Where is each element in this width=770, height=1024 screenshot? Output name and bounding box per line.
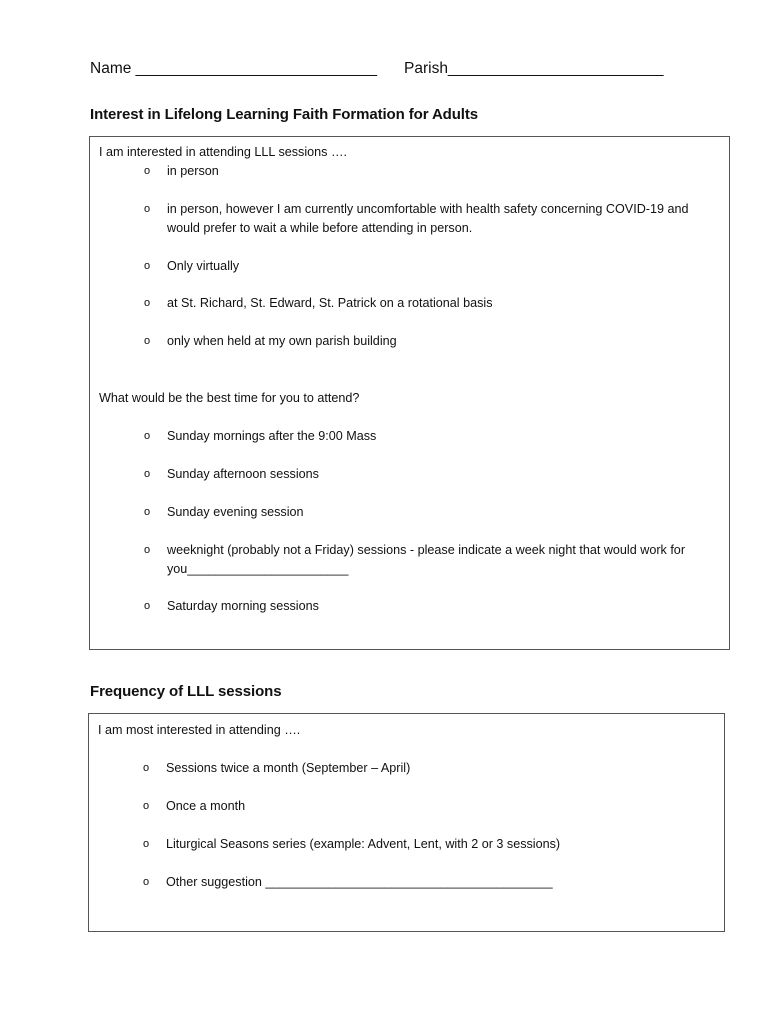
option-own-parish[interactable] xyxy=(144,332,724,352)
option-label: Sunday evening session xyxy=(167,505,304,519)
section-title-interest: Interest in Lifelong Learning Faith Formation for Adults xyxy=(90,106,479,123)
frequency-box xyxy=(88,713,725,932)
parish-field-label[interactable]: Parish_________________________ xyxy=(404,60,664,77)
option-label: Only virtually xyxy=(167,259,240,273)
option-liturgical-seasons[interactable] xyxy=(143,835,713,855)
checkbox-bullet[interactable]: o xyxy=(143,876,150,888)
option-in-person-covid[interactable] xyxy=(144,200,724,240)
checkbox-bullet[interactable]: o xyxy=(143,800,150,812)
interest-intro: I am interested in attending LLL sessions …. xyxy=(99,145,348,159)
option-label: at St. Richard, St. Edward, St. Patrick on a rotational basis xyxy=(167,296,493,310)
option-label: only when held at my own parish building xyxy=(167,334,397,348)
checkbox-bullet[interactable]: o xyxy=(143,838,150,850)
option-label: Sunday afternoon sessions xyxy=(167,467,319,481)
option-label: Once a month xyxy=(166,799,246,813)
option-label: weeknight (probably not a Friday) sessions - please indicate a week night that would work for you_______________________ xyxy=(167,543,686,576)
frequency-intro: I am most interested in attending …. xyxy=(98,723,301,737)
option-label: Sessions twice a month (September – April) xyxy=(166,761,411,775)
checkbox-bullet[interactable]: o xyxy=(144,506,151,518)
checkbox-bullet[interactable]: o xyxy=(144,165,151,177)
option-sunday-afternoon[interactable] xyxy=(144,465,724,485)
section-title-frequency: Frequency of LLL sessions xyxy=(90,683,282,700)
checkbox-bullet[interactable]: o xyxy=(143,762,150,774)
option-in-person[interactable] xyxy=(144,162,724,182)
option-label: in person, however I am currently uncomfortable with health safety concerning COVID-19 and would prefer to wait a while before attending in person. xyxy=(167,202,689,235)
option-label: Other suggestion _________________________________________ xyxy=(166,875,553,889)
checkbox-bullet[interactable]: o xyxy=(144,260,151,272)
option-label: Saturday morning sessions xyxy=(167,599,319,613)
option-sunday-evening[interactable] xyxy=(144,503,724,523)
name-field-label[interactable]: Name ____________________________ xyxy=(90,60,378,77)
option-saturday-morning[interactable] xyxy=(144,597,724,617)
option-sunday-morning[interactable] xyxy=(144,427,724,447)
checkbox-bullet[interactable]: o xyxy=(144,468,151,480)
time-question: What would be the best time for you to attend? xyxy=(99,391,360,405)
option-label: Sunday mornings after the 9:00 Mass xyxy=(167,429,377,443)
checkbox-bullet[interactable]: o xyxy=(144,297,151,309)
option-weeknight[interactable] xyxy=(144,541,724,581)
checkbox-bullet[interactable]: o xyxy=(144,203,151,215)
checkbox-bullet[interactable]: o xyxy=(144,335,151,347)
checkbox-bullet[interactable]: o xyxy=(144,600,151,612)
checkbox-bullet[interactable]: o xyxy=(144,430,151,442)
option-other-suggestion[interactable] xyxy=(143,873,713,893)
option-only-virtually[interactable] xyxy=(144,257,724,277)
option-once-month[interactable] xyxy=(143,797,713,817)
option-rotational[interactable] xyxy=(144,294,724,314)
option-label: in person xyxy=(167,164,219,178)
checkbox-bullet[interactable]: o xyxy=(144,544,151,556)
option-label: Liturgical Seasons series (example: Advent, Lent, with 2 or 3 sessions) xyxy=(166,837,561,851)
option-twice-month[interactable] xyxy=(143,759,713,779)
